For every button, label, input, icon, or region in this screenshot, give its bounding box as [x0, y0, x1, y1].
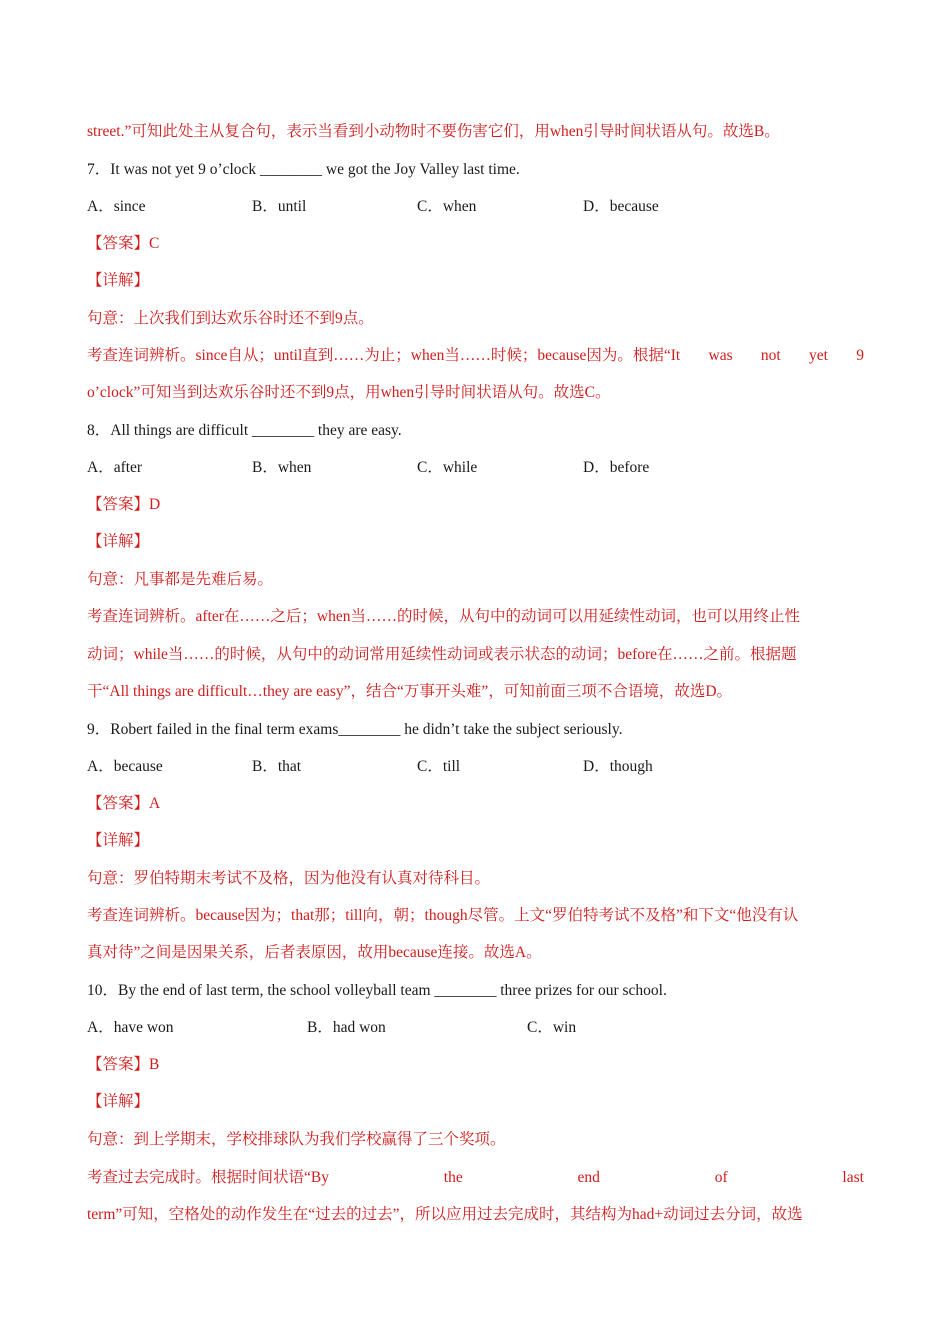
- q6-tail: street.”可知此处主从复合句，表示当看到小动物时不要伤害它们，用when引导时间状语从句。故选B。: [87, 123, 780, 140]
- q8-analysis-line-1: 考查连词辨析。after在……之后；when当……的时候，从句中的动词可以用延续性动词，也可以用终止性: [87, 608, 800, 625]
- question-8-stem: 8．All things are difficult ________ they are easy.: [87, 422, 402, 439]
- question-9-stem: 9．Robert failed in the final term exams________ he didn’t take the subject seriously.: [87, 721, 623, 738]
- q8-analysis-line-2: 动词；while当……的时候，从句中的动词常用延续性动词或表示状态的动词；before在……之前。根据题: [87, 646, 797, 663]
- q9-option-b: B．that: [252, 758, 302, 775]
- q9-option-c: C．till: [417, 758, 461, 775]
- q10-option-a: A．have won: [87, 1019, 174, 1036]
- q8-analysis-line-3: 干“All things are difficult…they are easy”，结合“万事开头难”，可知前面三项不合语境，故选D。: [87, 683, 733, 700]
- q9-analysis-line-2: 真对待”之间是因果关系，后者表原因，故用because连接。故选A。: [87, 944, 542, 961]
- q8-option-d: D．before: [583, 459, 650, 476]
- q7-meaning: 句意：上次我们到达欢乐谷时还不到9点。: [87, 310, 374, 327]
- q8-meaning: 句意：凡事都是先难后易。: [87, 571, 274, 588]
- q8-answer: 【答案】D: [87, 496, 161, 513]
- q7-detail-label: 【详解】: [87, 272, 150, 289]
- q10-analysis-line-2: term”可知，空格处的动作发生在“过去的过去”，所以应用过去完成时，其结构为had+动词过去分词，故选: [87, 1206, 803, 1223]
- q10-option-c: C．win: [527, 1019, 577, 1036]
- q8-option-b: B．when: [252, 459, 312, 476]
- q8-option-a: A．after: [87, 459, 143, 476]
- question-10-stem: 10．By the end of last term, the school volleyball team ________ three prizes for our school.: [87, 982, 667, 999]
- q10-option-b: B．had won: [307, 1019, 386, 1036]
- q9-meaning: 句意：罗伯特期末考试不及格，因为他没有认真对待科目。: [87, 870, 491, 887]
- q10-detail-label: 【详解】: [87, 1093, 150, 1110]
- q9-option-a: A．because: [87, 758, 163, 775]
- q10-analysis-line-1: 考查过去完成时。根据时间状语“By the end of last: [87, 1169, 864, 1186]
- q7-answer: 【答案】C: [87, 235, 160, 252]
- q8-option-c: C．while: [417, 459, 478, 476]
- q7-option-d: D．because: [583, 198, 659, 215]
- question-7-stem: 7．It was not yet 9 o’clock ________ we got the Joy Valley last time.: [87, 161, 520, 178]
- q7-analysis-line-2: o’clock”可知当到达欢乐谷时还不到9点，用when引导时间状语从句。故选C。: [87, 384, 611, 401]
- q7-analysis-line-1: 考查连词辨析。since自从；until直到……为止；when当……时候；because因为。根据“It was not yet 9: [87, 347, 864, 364]
- q8-detail-label: 【详解】: [87, 533, 150, 550]
- q10-meaning: 句意：到上学期末，学校排球队为我们学校赢得了三个奖项。: [87, 1131, 506, 1148]
- q9-detail-label: 【详解】: [87, 832, 150, 849]
- q9-option-d: D．though: [583, 758, 653, 775]
- q7-option-b: B．until: [252, 198, 307, 215]
- q7-option-c: C．when: [417, 198, 477, 215]
- q7-option-a: A．since: [87, 198, 146, 215]
- q10-answer: 【答案】B: [87, 1056, 160, 1073]
- q9-analysis-line-1: 考查连词辨析。because因为；that那；till向，朝；though尽管。上文“罗伯特考试不及格”和下文“他没有认: [87, 907, 799, 924]
- q9-answer: 【答案】A: [87, 795, 161, 812]
